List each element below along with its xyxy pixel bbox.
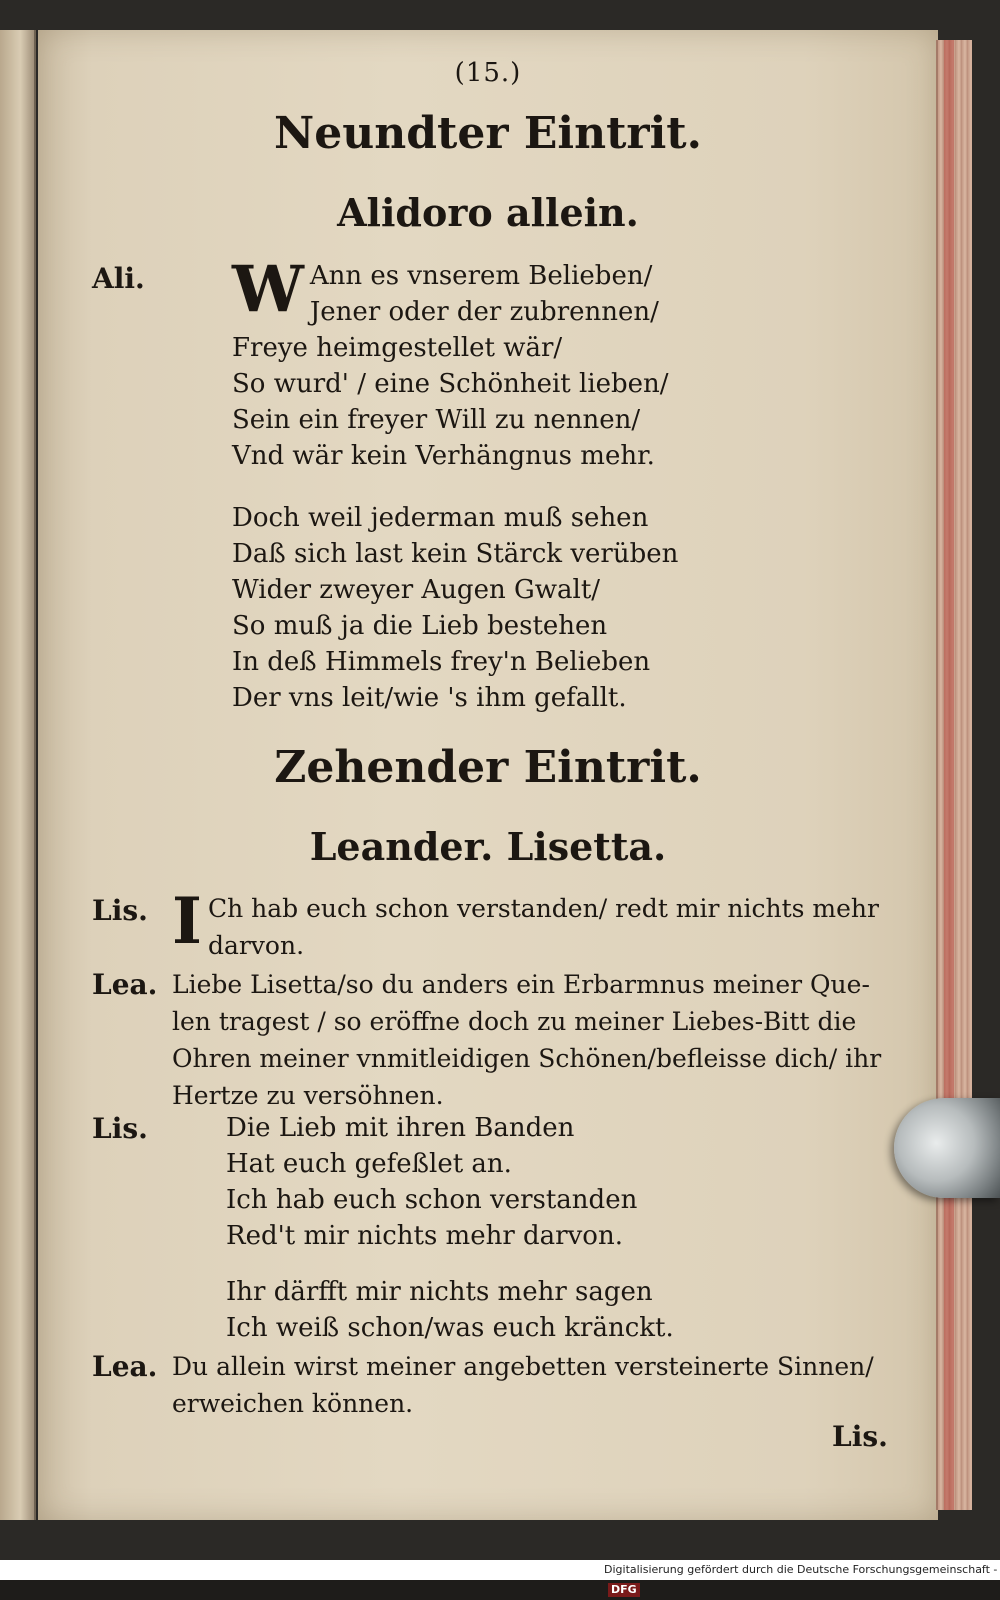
page-stack-edge — [936, 40, 972, 1510]
speaker-label: Lea. — [92, 1350, 158, 1383]
prose-line: erweichen können. — [172, 1389, 414, 1418]
verse-stanza — [226, 1110, 637, 1254]
prose-line: Hertze zu versöhnen. — [172, 1081, 444, 1110]
scene10-subheading: Leander. Lisetta. — [309, 824, 667, 869]
dialogue-passage — [172, 1348, 902, 1422]
verse-line: In deß Himmels frey'n Belieben — [232, 647, 651, 677]
verse-line: So wurd' / eine Schönheit lieben/ — [232, 369, 669, 399]
verse-line: Ihr därfft mir nichts mehr sagen — [226, 1277, 653, 1307]
verse-line: Vnd wär kein Verhängnus mehr. — [232, 441, 655, 471]
dfg-logo: DFG — [608, 1583, 640, 1597]
verse-line: Hat euch gefeßlet an. — [226, 1149, 512, 1179]
verse-line: Ich hab euch schon verstanden — [226, 1185, 638, 1215]
footer-bar — [0, 1560, 600, 1580]
verse-stanza — [226, 1274, 674, 1346]
verse-line: Die Lieb mit ihren Banden — [226, 1113, 575, 1143]
funding-footer — [600, 1560, 1000, 1596]
red-edge-stain — [944, 40, 954, 1510]
drop-initial: I — [172, 884, 202, 959]
dialogue-passage — [172, 966, 902, 1114]
verse-line: Freye heimgestellet wär/ — [232, 333, 563, 363]
verse-line: Wider zweyer Augen Gwalt/ — [232, 575, 601, 605]
prose-line: len tragest / so eröffne doch zu meiner Liebes-Bitt die — [172, 1007, 857, 1036]
verse-line: Red't mir nichts mehr darvon. — [226, 1221, 623, 1251]
prose-line: Liebe Lisetta/so du anders ein Erbarmnus meiner Que- — [172, 970, 870, 999]
dialogue-passage — [172, 884, 902, 964]
footer-text: Digitalisierung gefördert durch die Deutsche Forschungsgemeinschaft - — [604, 1563, 998, 1576]
verse-line: So muß ja die Lieb bestehen — [232, 611, 608, 641]
verse-line: Ich weiß schon/was euch kränckt. — [226, 1313, 674, 1343]
verse-stanza — [232, 500, 678, 716]
speaker-label: Lis. — [92, 894, 148, 927]
scene10-heading: Zehender Eintrit. — [274, 742, 702, 793]
verse-line: Doch weil jederman muß sehen — [232, 503, 649, 533]
page-clip — [894, 1098, 1000, 1198]
verse-stanza — [232, 252, 669, 474]
scene9-heading: Neundter Eintrit. — [274, 108, 702, 159]
speaker-label: Lea. — [92, 968, 158, 1001]
verse-line: Jener oder der zubrennen/ — [309, 297, 659, 327]
scene9-subheading: Alidoro allein. — [337, 190, 639, 235]
prose-line: Du allein wirst meiner angebetten versteinerte Sinnen/ — [172, 1352, 874, 1381]
prose-line: Ohren meiner vnmitleidigen Schönen/befleisse dich/ ihr — [172, 1044, 882, 1073]
verse-line: Daß sich last kein Stärck verüben — [232, 539, 679, 569]
speaker-label: Ali. — [92, 262, 145, 295]
catchword: Lis. — [832, 1420, 888, 1453]
drop-initial: W — [232, 252, 304, 327]
prose-line: Ch hab euch schon verstanden/ redt mir nichts mehr — [207, 894, 879, 923]
verse-line: Sein ein freyer Will zu nennen/ — [232, 405, 641, 435]
verse-line: Der vns leit/wie 's ihm gefallt. — [232, 683, 627, 713]
speaker-label: Lis. — [92, 1112, 148, 1145]
page-number: (15.) — [454, 58, 522, 88]
prose-line: darvon. — [207, 931, 305, 960]
left-page-edge — [0, 30, 36, 1520]
verse-line: Ann es vnserem Belieben/ — [309, 261, 653, 291]
